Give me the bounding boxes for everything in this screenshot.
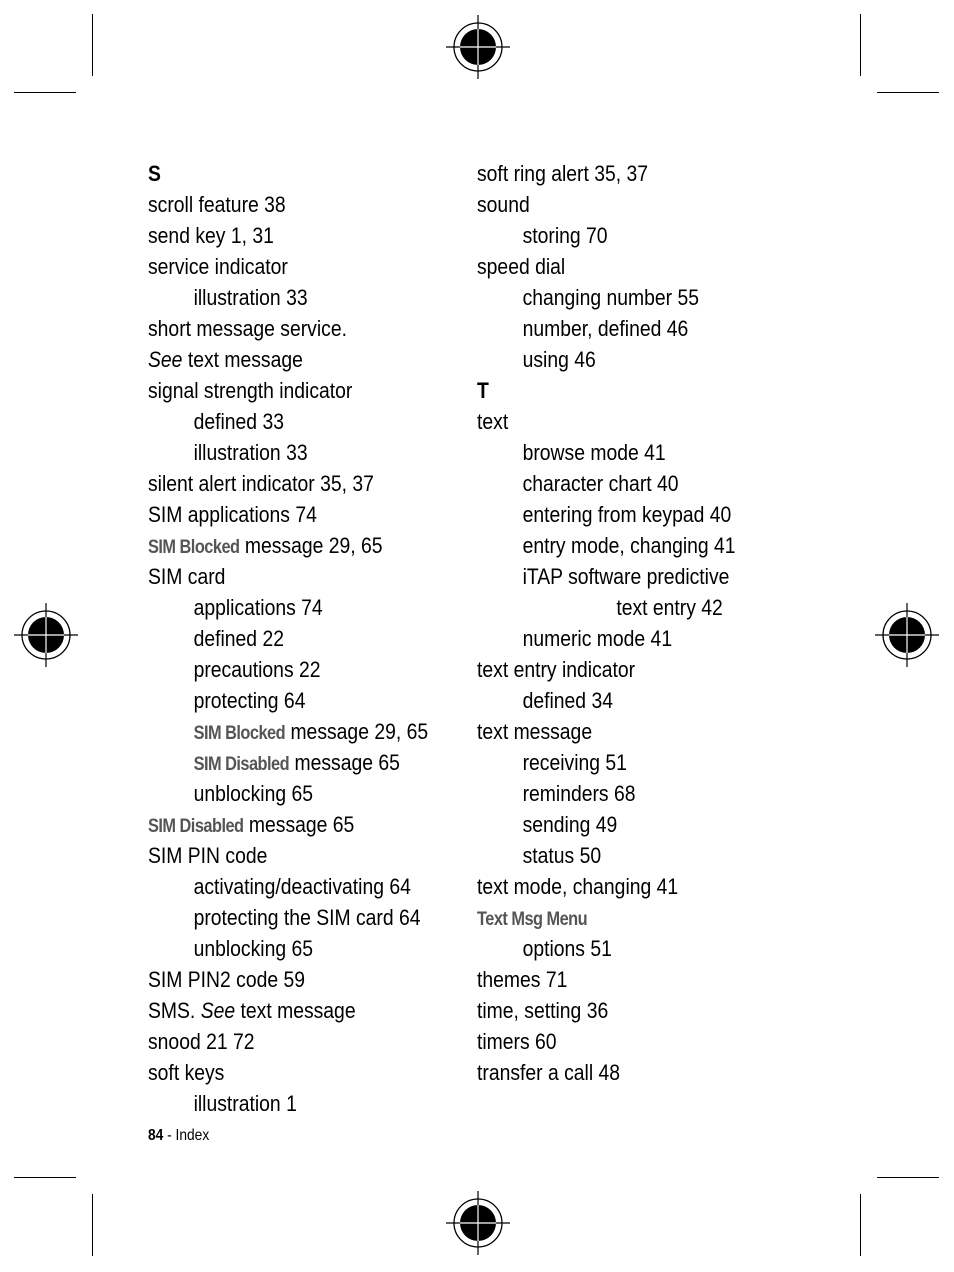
- entry-text: sound: [477, 192, 530, 217]
- entry-text: signal strength indicator: [148, 378, 353, 403]
- index-entry: [477, 654, 735, 685]
- index-subentry: [148, 592, 415, 623]
- entry-text: illustration 33: [193, 440, 308, 465]
- index-entry: [148, 840, 415, 871]
- crop-mark: [92, 14, 93, 76]
- entry-text: reminders 68: [522, 781, 636, 806]
- entry-text: SIM applications 74: [148, 502, 317, 527]
- index-subentry: [477, 778, 735, 809]
- entry-text: activating/deactivating 64: [193, 874, 411, 899]
- index-entry: [477, 995, 735, 1026]
- index-entry: [477, 251, 735, 282]
- entry-text: iTAP software predictive: [522, 564, 730, 589]
- index-entry: [148, 220, 415, 251]
- crop-mark: [877, 92, 939, 93]
- index-entry: [477, 871, 735, 902]
- index-entry: [148, 809, 415, 840]
- index-subentry: [477, 561, 735, 592]
- entry-text: timers 60: [477, 1029, 557, 1054]
- entry-text: SMS.: [148, 998, 201, 1023]
- display-message-label: SIM Blocked: [148, 537, 240, 558]
- index-subentry: [477, 499, 735, 530]
- entry-text: applications 74: [193, 595, 323, 620]
- entry-text: time, setting 36: [477, 998, 609, 1023]
- entry-text: text mode, changing 41: [477, 874, 679, 899]
- entry-text: text: [477, 409, 509, 434]
- index-entry: [148, 561, 415, 592]
- entry-text: changing number 55: [522, 285, 700, 310]
- index-entry: [148, 1026, 415, 1057]
- index-entry: [477, 189, 735, 220]
- index-subentry: [477, 344, 735, 375]
- index-subentry: [148, 716, 429, 747]
- index-subentry: [148, 933, 415, 964]
- index-column-right: [477, 158, 777, 1088]
- index-subentry: [477, 313, 735, 344]
- entry-text: SIM PIN2 code 59: [148, 967, 306, 992]
- see-reference: See: [148, 347, 183, 372]
- index-entry: [148, 344, 415, 375]
- crop-mark: [92, 1194, 93, 1256]
- page-number: 84: [148, 1127, 164, 1144]
- entry-text: defined 33: [193, 409, 284, 434]
- entry-text: short message service.: [148, 316, 347, 341]
- index-subentry: [148, 654, 415, 685]
- index-column-left: [148, 158, 458, 1119]
- page-footer: [148, 1125, 209, 1147]
- display-message-label: Text Msg Menu: [477, 909, 588, 930]
- index-entry: [148, 189, 415, 220]
- entry-text: silent alert indicator 35, 37: [148, 471, 374, 496]
- index-subentry: [477, 840, 735, 871]
- entry-text: text message: [235, 998, 356, 1023]
- entry-text: unblocking 65: [193, 936, 313, 961]
- index-entry: [148, 964, 415, 995]
- display-message-label: SIM Disabled: [148, 816, 244, 837]
- index-subentry: [148, 902, 421, 933]
- entry-text: speed dial: [477, 254, 566, 279]
- index-entry: [148, 468, 415, 499]
- index-entry: [148, 995, 415, 1026]
- index-subentry: [148, 282, 415, 313]
- section-letter: S: [148, 161, 161, 186]
- index-subentry: [148, 437, 415, 468]
- entry-text: scroll feature 38: [148, 192, 286, 217]
- index-entry: [148, 158, 415, 189]
- entry-text: SIM card: [148, 564, 226, 589]
- index-entry: [148, 499, 415, 530]
- index-subentry: [148, 685, 415, 716]
- entry-text: soft keys: [148, 1060, 225, 1085]
- index-subentry: [477, 282, 735, 313]
- see-reference: See: [200, 998, 236, 1023]
- index-entry: [148, 1057, 415, 1088]
- index-entry: [477, 375, 735, 406]
- registration-mark-icon: [14, 603, 78, 667]
- entry-text: text entry 42: [616, 595, 723, 620]
- index-subentry: [477, 623, 735, 654]
- index-subentry: [477, 809, 735, 840]
- entry-text: using 46: [522, 347, 596, 372]
- index-subentry: [148, 778, 415, 809]
- entry-text: service indicator: [148, 254, 288, 279]
- entry-text: text entry indicator: [477, 657, 636, 682]
- entry-text: message 65: [289, 750, 400, 775]
- index-subentry: [477, 685, 735, 716]
- index-entry: [477, 1026, 735, 1057]
- entry-text: message 65: [243, 812, 355, 837]
- index-subentry: [477, 220, 735, 251]
- entry-text: sending 49: [522, 812, 618, 837]
- index-entry: [477, 964, 735, 995]
- index-entry: [148, 530, 415, 561]
- registration-mark-icon: [446, 15, 510, 79]
- crop-mark: [14, 1177, 76, 1178]
- entry-text: transfer a call 48: [477, 1060, 621, 1085]
- entry-text: entering from keypad 40: [522, 502, 732, 527]
- entry-text: illustration 33: [193, 285, 308, 310]
- entry-text: defined 22: [193, 626, 284, 651]
- entry-text: text message: [182, 347, 303, 372]
- entry-text: SIM PIN code: [148, 843, 268, 868]
- entry-text: text message: [477, 719, 593, 744]
- registration-mark-icon: [446, 1191, 510, 1255]
- index-subentry: [477, 530, 735, 561]
- entry-text: numeric mode 41: [522, 626, 673, 651]
- entry-text: defined 34: [522, 688, 613, 713]
- index-entry: [477, 158, 735, 189]
- crop-mark: [860, 14, 861, 76]
- index-entry: [477, 902, 735, 933]
- entry-text: entry mode, changing 41: [522, 533, 736, 558]
- index-subentry: [148, 1088, 415, 1119]
- index-subentry: [477, 437, 735, 468]
- registration-mark-icon: [875, 603, 939, 667]
- index-entry: [477, 716, 735, 747]
- index-entry: [148, 251, 415, 282]
- crop-mark: [877, 1177, 939, 1178]
- crop-mark: [860, 1194, 861, 1256]
- entry-text: protecting 64: [193, 688, 306, 713]
- entry-text: message 29, 65: [285, 719, 429, 744]
- entry-text: status 50: [522, 843, 602, 868]
- display-message-label: SIM Disabled: [193, 754, 290, 775]
- entry-text: receiving 51: [522, 750, 627, 775]
- entry-text: options 51: [522, 936, 612, 961]
- entry-text: soft ring alert 35, 37: [477, 161, 649, 186]
- entry-text: browse mode 41: [522, 440, 666, 465]
- footer-section: Index: [175, 1127, 210, 1144]
- display-message-label: SIM Blocked: [193, 723, 286, 744]
- index-subentry: [477, 747, 735, 778]
- entry-text: storing 70: [522, 223, 608, 248]
- index-subentry: [477, 468, 735, 499]
- index-subentry: [148, 406, 415, 437]
- crop-mark: [14, 92, 76, 93]
- entry-text: unblocking 65: [193, 781, 313, 806]
- index-subentry: [148, 623, 415, 654]
- index-subentry: [148, 747, 415, 778]
- entry-text: themes 71: [477, 967, 568, 992]
- footer-separator: -: [163, 1127, 176, 1144]
- index-subentry: [477, 592, 735, 623]
- entry-text: snood 21 72: [148, 1029, 255, 1054]
- index-subentry: [477, 933, 735, 964]
- entry-text: protecting the SIM card 64: [193, 905, 421, 930]
- index-entry: [148, 375, 415, 406]
- entry-text: send key 1, 31: [148, 223, 274, 248]
- index-entry: [477, 406, 735, 437]
- entry-text: number, defined 46: [522, 316, 689, 341]
- entry-text: precautions 22: [193, 657, 321, 682]
- index-subentry: [148, 871, 415, 902]
- entry-text: illustration 1: [193, 1091, 297, 1116]
- section-letter: T: [477, 378, 489, 403]
- entry-text: message 29, 65: [239, 533, 383, 558]
- index-entry: [148, 313, 415, 344]
- entry-text: character chart 40: [522, 471, 679, 496]
- index-entry: [477, 1057, 735, 1088]
